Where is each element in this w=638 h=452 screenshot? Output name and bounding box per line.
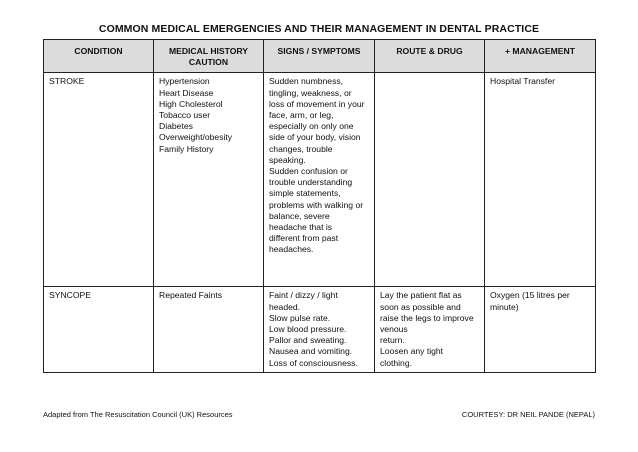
cell-line: venous <box>380 324 408 335</box>
cell-line: speaking. <box>269 154 306 165</box>
cell-line: Low blood pressure. <box>269 324 347 335</box>
cell-line: Hospital Transfer <box>490 76 555 87</box>
cell-line: Tobacco user <box>159 110 211 121</box>
cell-line: changes, trouble <box>269 143 333 154</box>
cell-line: High Cholesterol <box>159 98 223 109</box>
cell-line: minute) <box>490 301 519 312</box>
header-signs-symptoms: SIGNS / SYMPTOMS <box>264 40 375 73</box>
table-header-row <box>44 40 596 73</box>
cell-line: Overweight/obesity <box>159 132 233 143</box>
cell-line: Loosen any tight <box>380 346 444 357</box>
cell-route <box>375 287 485 372</box>
cell-line: Pallor and sweating. <box>269 335 347 346</box>
cell-condition: SYNCOPE <box>44 287 154 372</box>
cell-line: loss of movement in your <box>269 98 365 109</box>
cell-line: Sudden confusion or <box>269 166 348 177</box>
cell-condition: STROKE <box>44 73 154 287</box>
cell-management <box>485 287 596 372</box>
cell-line: Sudden numbness, <box>269 76 344 87</box>
cell-management <box>485 73 596 287</box>
cell-line: trouble understanding <box>269 177 353 188</box>
header-history-line2: CAUTION <box>188 57 229 68</box>
header-medical-history <box>154 40 264 73</box>
cell-line: Repeated Faints <box>159 290 223 301</box>
header-condition: CONDITION <box>44 40 154 73</box>
cell-line: Oxygen (15 litres per <box>490 290 570 301</box>
cell-line: return. <box>380 335 405 346</box>
cell-line: Loss of consciousness. <box>269 357 358 368</box>
cell-line: soon as possible and <box>380 301 461 312</box>
cell-line: Nausea and vomiting. <box>269 346 353 357</box>
emergencies-table <box>43 39 596 373</box>
cell-line: headed. <box>269 301 301 312</box>
cell-history <box>154 73 264 287</box>
cell-line: Heart Disease <box>159 87 214 98</box>
cell-line: problems with walking or <box>269 199 364 210</box>
cell-line: clothing. <box>380 357 413 368</box>
cell-line: different from past <box>269 233 339 244</box>
cell-line: Hypertension <box>159 76 210 87</box>
cell-line: face, arm, or leg, <box>269 110 334 121</box>
cell-line: especially on only one <box>269 121 354 132</box>
footer-source: Adapted from The Resuscitation Council (UK) Resources <box>43 410 233 419</box>
cell-line: Slow pulse rate. <box>269 312 331 323</box>
cell-line: Lay the patient flat as <box>380 290 462 301</box>
cell-signs <box>264 287 375 372</box>
cell-line: raise the legs to improve <box>380 312 474 323</box>
header-history-line1: MEDICAL HISTORY <box>168 46 249 56</box>
header-route-drug: ROUTE & DRUG <box>375 40 485 73</box>
cell-line: balance, severe <box>269 210 330 221</box>
cell-line: Diabetes <box>159 121 193 132</box>
cell-line: Faint / dizzy / light <box>269 290 338 301</box>
cell-route <box>375 73 485 287</box>
cell-line: side of your body, vision <box>269 132 361 143</box>
cell-line: headache that is <box>269 222 333 233</box>
cell-line: tingling, weakness, or <box>269 87 352 98</box>
table-row <box>44 73 596 287</box>
cell-line: simple statements, <box>269 188 341 199</box>
header-management: + MANAGEMENT <box>485 40 596 73</box>
cell-line: Family History <box>159 143 214 154</box>
cell-line: headaches. <box>269 244 314 255</box>
page-title: COMMON MEDICAL EMERGENCIES AND THEIR MANAGEMENT IN DENTAL PRACTICE <box>98 23 540 35</box>
cell-signs <box>264 73 375 287</box>
footer-courtesy: COURTESY: DR NEIL PANDE (NEPAL) <box>461 410 595 419</box>
table-row <box>44 287 596 372</box>
cell-history <box>154 287 264 372</box>
